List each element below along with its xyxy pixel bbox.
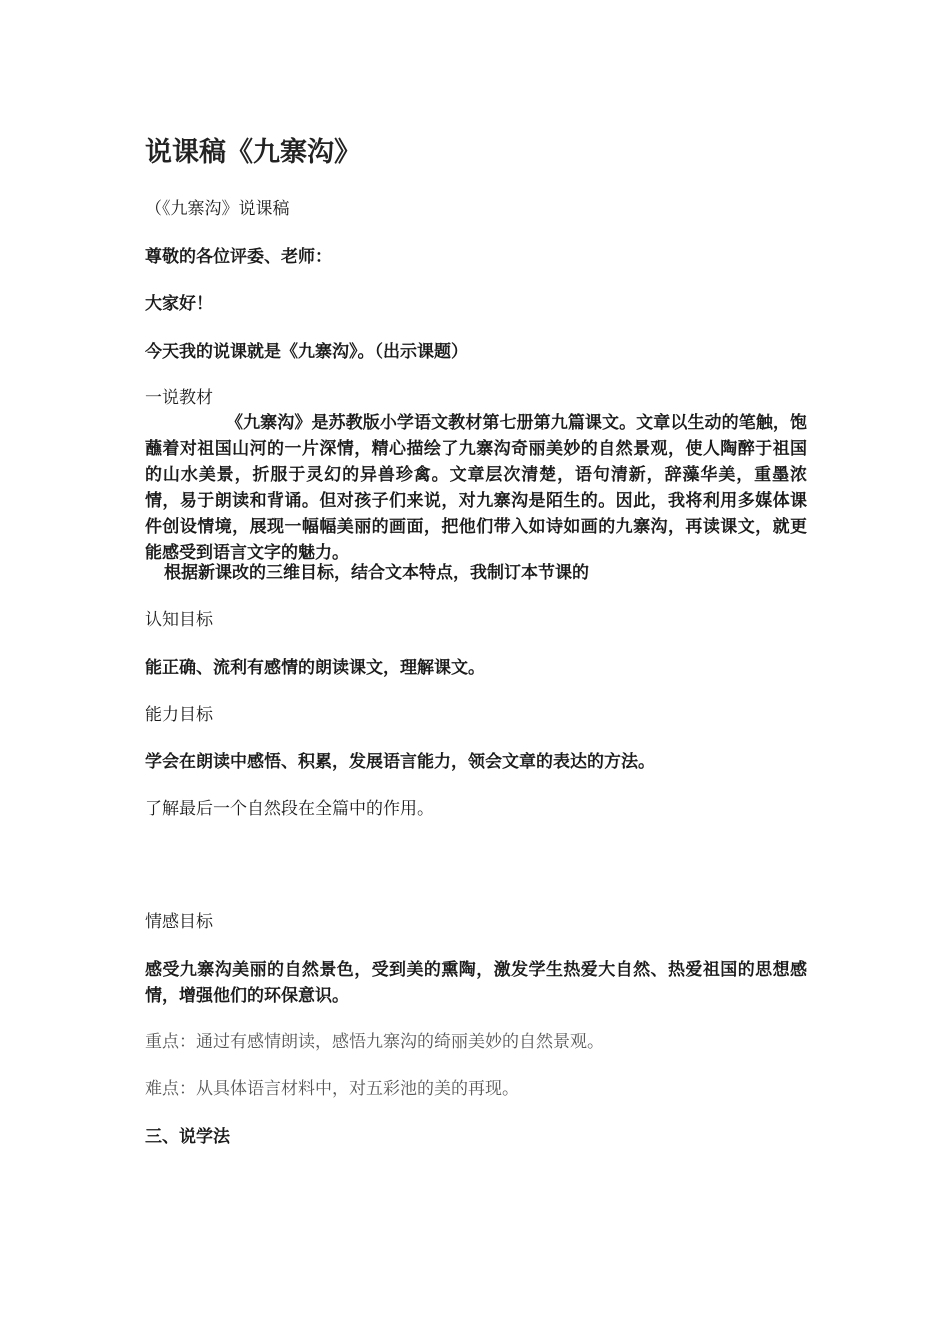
section1-heading: 一说教材	[145, 388, 213, 408]
document-title: 说课稿《九寨沟》	[145, 137, 361, 168]
section3-heading: 三、说学法	[145, 1127, 230, 1147]
ability-body-2: 了解最后一个自然段在全篇中的作用。	[145, 799, 434, 819]
ability-body-1: 学会在朗读中感悟、积累，发展语言能力，领会文章的表达的方法。	[145, 752, 655, 772]
section1-goal-intro: 根据新课改的三维目标，结合文本特点，我制订本节课的	[164, 563, 589, 583]
hello: 大家好！	[145, 294, 213, 314]
ability-heading: 能力目标	[145, 705, 213, 725]
difficult-point: 难点：从具体语言材料中，对五彩池的美的再现。	[145, 1079, 519, 1099]
cognitive-body: 能正确、流利有感情的朗读课文，理解课文。	[145, 658, 485, 678]
section1-body: 《九寨沟》是苏教版小学语文教材第七册第九篇课文。文章以生动的笔触，饱蘸着对祖国山河的一片深情，精心描绘了九寨沟奇丽美妙的自然景观，使人陶醉于祖国的山水美景，折服于灵幻的异兽珍禽。文章层次清楚，语句清新，辞藻华美，重墨浓情，易于朗读和背诵。但对孩子们来说，对九寨沟是陌生的。因此，我将利用多媒体课件创设情境，展现一幅幅美丽的画面，把他们带入如诗如画的九寨沟，再读课文，就更能感受到语言文字的魅力。	[145, 413, 807, 563]
cognitive-heading: 认知目标	[145, 610, 213, 630]
subtitle: （《九寨沟》说课稿	[145, 199, 290, 219]
emotion-heading: 情感目标	[145, 912, 213, 932]
emotion-body: 感受九寨沟美丽的自然景色，受到美的熏陶，激发学生热爱大自然、热爱祖国的思想感情，增强他们的环保意识。	[145, 960, 807, 1006]
intro: 今天我的说课就是《九寨沟》。（出示课题）	[145, 342, 468, 362]
key-point: 重点：通过有感情朗读，感悟九寨沟的绮丽美妙的自然景观。	[145, 1032, 604, 1052]
greeting: 尊敬的各位评委、老师：	[145, 247, 332, 267]
